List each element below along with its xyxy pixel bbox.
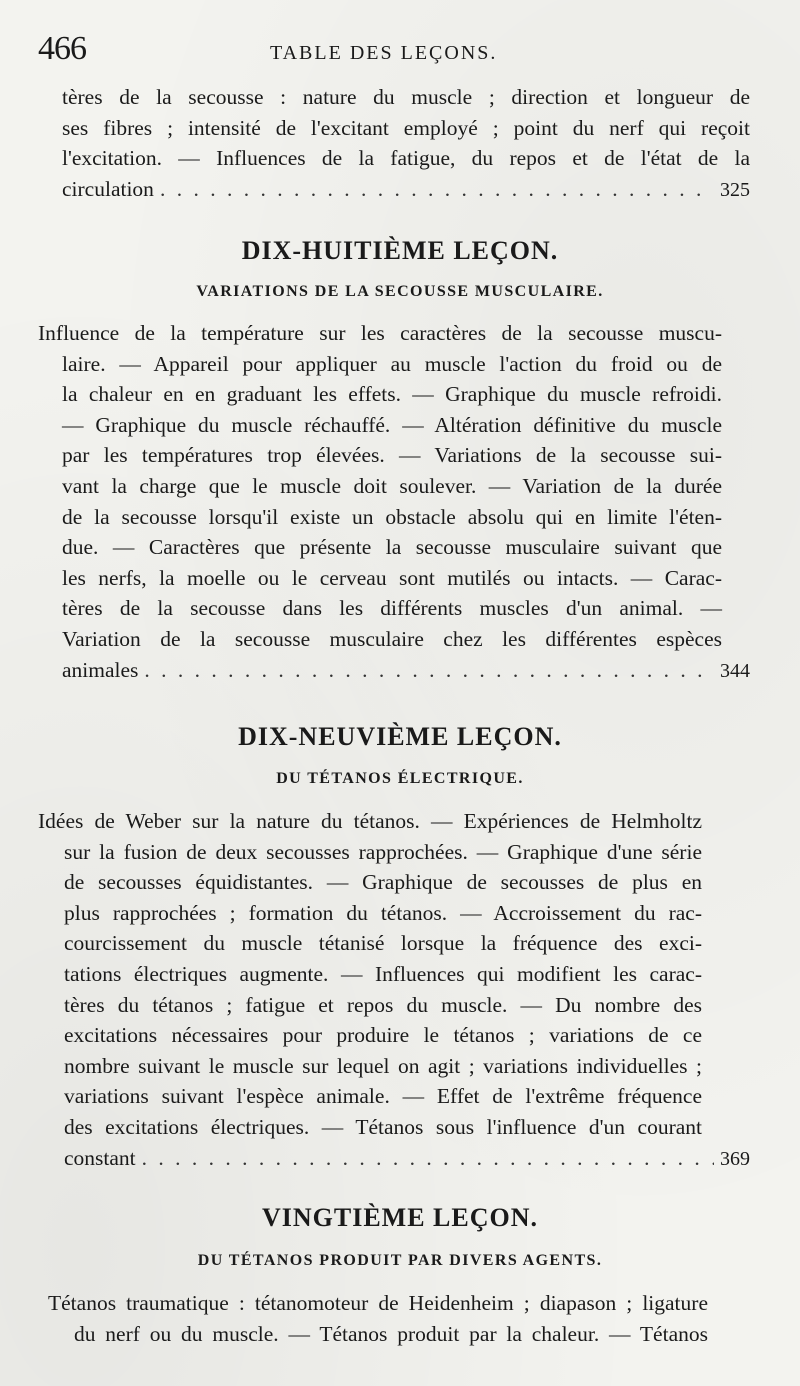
entry-line: tères de la secousse : nature du muscle ; direction et longueur de (62, 85, 750, 109)
lesson-subheading: VARIATIONS DE LA SECOUSSE MUSCULAIRE. (196, 283, 604, 300)
lesson-heading: DIX-NEUVIÈME LEÇON. (238, 722, 562, 751)
entry-line: — Graphique du muscle réchauffé. — Altération définitive du muscle (62, 412, 722, 437)
entry-line: Idées de Weber sur la nature du tétanos. — Expériences de Helmholtz (38, 809, 702, 833)
page-reference: 325 (720, 178, 750, 201)
entry-line: vant la charge que le muscle doit soulever. — Variation de la durée (62, 473, 722, 498)
lesson-summary (38, 806, 750, 1174)
lesson-heading: VINGTIÈME LEÇON. (261, 1203, 539, 1232)
lesson-subheading: DU TÉTANOS PRODUIT PAR DIVERS AGENTS. (197, 1252, 603, 1269)
entry-line: nombre suivant le muscle sur lequel on agit ; variations individuelles ; (64, 1053, 702, 1078)
entry-line: excitations nécessaires pour produire le tétanos ; variations de ce (64, 1023, 702, 1048)
running-header (38, 30, 748, 70)
lesson-summary (38, 318, 750, 686)
lesson-heading: DIX-HUITIÈME LEÇON. (241, 236, 559, 265)
page-reference: 344 (720, 659, 750, 682)
entry-last-line (62, 655, 750, 687)
entry-line: Influence de la température sur les caractères de la secousse muscu- (38, 321, 722, 345)
lesson-subheading: DU TÉTANOS ÉLECTRIQUE. (276, 770, 524, 787)
entry-last-line (62, 174, 750, 206)
entry-seventeenth-continuation (62, 82, 750, 205)
page-number: 466 (38, 30, 86, 67)
entry-line: circulation (62, 176, 154, 201)
entry-line: animales (62, 657, 139, 682)
entry-line: l'excitation. — Influences de la fatigue, du repos et de l'état de la (62, 146, 750, 171)
dot-leader (142, 1143, 714, 1174)
running-title: TABLE DES LEÇONS. (270, 42, 498, 64)
entry-line: sur la fusion de deux secousses rapprochées. — Graphique d'une série (64, 839, 702, 864)
entry-line: tations électriques augmente. — Influences qui modifient les carac- (64, 961, 702, 986)
page-reference: 369 (720, 1147, 750, 1170)
entry-last-line (64, 1143, 750, 1175)
entry-line: les nerfs, la moelle ou le cerveau sont mutilés ou intacts. — Carac- (62, 565, 722, 590)
entry-line: ses fibres ; intensité de l'excitant employé ; point du nerf qui reçoit (62, 115, 750, 140)
entry-line: tères du tétanos ; fatigue et repos du muscle. — Du nombre des (64, 992, 702, 1017)
entry-line: Tétanos traumatique : tétanomoteur de Heidenheim ; diapason ; ligature (48, 1291, 708, 1315)
dot-leader (160, 174, 714, 205)
entry-line: la chaleur en en graduant les effets. — Graphique du muscle refroidi. (62, 382, 722, 407)
entry-line: plus rapprochées ; formation du tétanos. — Accroissement du rac- (64, 900, 702, 925)
entry-line: par les températures trop élevées. — Variations de la secousse sui- (62, 443, 722, 468)
entry-line: du nerf ou du muscle. — Tétanos produit par la chaleur. — Tétanos (74, 1321, 708, 1346)
dot-leader (144, 655, 714, 686)
entry-line: de la secousse lorsqu'il existe un obstacle absolu qui en limite l'éten- (62, 504, 722, 529)
entry-line: constant (64, 1145, 136, 1170)
entry-line: Variation de la secousse musculaire chez les différentes espèces (62, 626, 722, 651)
entry-line: variations suivant l'espèce animale. — Effet de l'extrême fréquence (64, 1084, 702, 1109)
entry-line: des excitations électriques. — Tétanos sous l'influence d'un courant (64, 1114, 702, 1139)
entry-line: courcissement du muscle tétanisé lorsque la fréquence des exci- (64, 931, 702, 956)
entry-line: laire. — Appareil pour appliquer au muscle l'action du froid ou de (62, 351, 722, 376)
entry-line: due. — Caractères que présente la secousse musculaire suivant que (62, 535, 722, 560)
lesson-summary (48, 1288, 748, 1349)
entry-line: de secousses équidistantes. — Graphique de secousses de plus en (64, 870, 702, 895)
entry-line: tères de la secousse dans les différents muscles d'un animal. — (62, 596, 722, 621)
